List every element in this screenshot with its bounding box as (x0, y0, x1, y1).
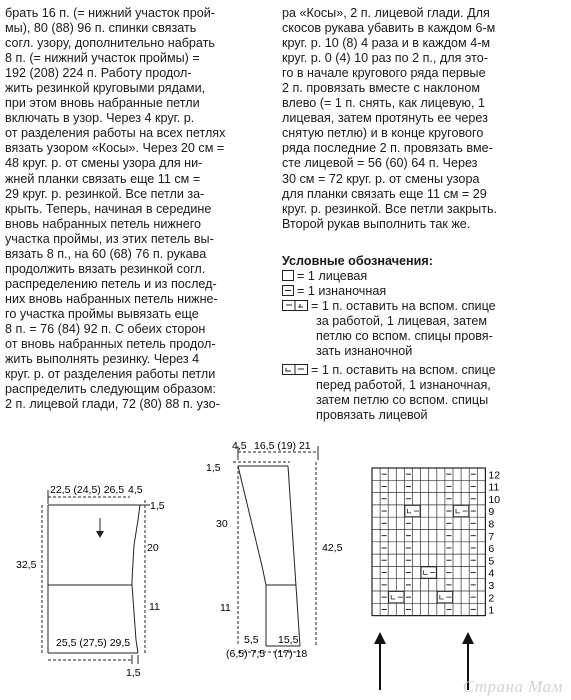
sleeve-bottom-a2: (6,5) 7,5 (226, 648, 266, 660)
legend-purl: = 1 изнаночная (282, 284, 567, 299)
body-height: 32,5 (16, 559, 37, 571)
sleeve-bottom-b2: (17) 18 (274, 648, 308, 660)
instruction-line: 8 п. (= нижний участок проймы) = (5, 51, 200, 66)
body-bottom-width: 25,5 (27,5) 29,5 (56, 637, 131, 649)
instruction-line: снятую петлю) и в конце кругового (282, 126, 484, 141)
instruction-line: Второй рукав выполнить так же. (282, 216, 471, 231)
chart-row-label: 5 (488, 555, 495, 568)
instruction-line: жить выполнять резинку. Через 4 (5, 352, 200, 367)
instruction-line: распределить следующим образом: (5, 382, 216, 397)
chart-row-label: 7 (488, 530, 495, 543)
instruction-line: влево (= 1 п. снять, как лицевую, 1 (282, 96, 485, 111)
instruction-line: круг. р. резинкой. Все петли закрыть. (282, 201, 498, 216)
instruction-line: 30 см = 72 круг. р. от смены узора (282, 171, 480, 186)
instruction-line: продолжить вязать резинкой согл. (5, 261, 206, 276)
instruction-line: ра «Косы», 2 п. лицевой глади. Для (282, 6, 490, 20)
legend-cable-back: = 1 п. оставить на вспом. спице (282, 299, 567, 314)
instruction-line: 8 п. = 76 (84) 92 п. С обеих сторон (5, 321, 206, 336)
legend-cable-back-line: за работой, 1 лицевая, затем (316, 313, 488, 328)
legend-cable-front-line: перед работой, 1 изнаночная, (316, 378, 491, 393)
instruction-line: для планки связать еще 11 см = 29 (282, 186, 487, 201)
instruction-line: участка проймы, из этих петель вы- (5, 231, 214, 246)
instruction-line: 2 п. провязать вместе с наклоном (282, 81, 481, 96)
instruction-line: при этом вновь набранные петли (5, 96, 200, 111)
chart-row-label: 11 (488, 481, 500, 494)
instruction-line: ряда последние 2 п. провязать вме- (282, 141, 493, 156)
chart-row-label: 9 (488, 506, 495, 519)
sleeve-top-width: 16,5 (19) 21 (254, 440, 311, 452)
instruction-line: 48 круг. р. от смены узора для ни- (5, 156, 203, 171)
sleeve-lower: 11 (220, 602, 231, 614)
legend-cable-front-line: затем петлю со вспом. спицы (316, 393, 489, 408)
arrow-up-icon (462, 632, 474, 644)
body-top-right: 4,5 (128, 484, 143, 496)
instruction-line: вязать узором «Косы». Через 20 см = (5, 141, 225, 156)
chart-row-label: 12 (488, 469, 501, 482)
instruction-line: скосов рукава убавить в каждом 6-м (282, 21, 496, 36)
body-right-top: 1,5 (150, 500, 165, 512)
body-bottom-right: 1,5 (126, 667, 141, 679)
instruction-line: круг. р. 10 (8) 4 раза и в каждом 4-м (282, 36, 491, 51)
legend-cable-back-line: петлю со вспом. спицы провя- (316, 328, 493, 343)
instruction-line: вновь набранных петель нижнего (5, 216, 202, 231)
body-top-width: 22,5 (24,5) 26,5 (50, 484, 125, 496)
sleeve-bottom-b: 15,5 (278, 634, 299, 646)
instruction-line: крыть. Теперь, начиная в середине (5, 201, 212, 216)
chart-row-label: 10 (488, 493, 501, 506)
sleeve-left-top: 1,5 (206, 462, 221, 474)
chart-row-label: 6 (488, 543, 495, 556)
legend-cable-front: = 1 п. оставить на вспом. спице (282, 363, 567, 378)
legend-cable-back-line: зать изнаночной (316, 343, 413, 358)
chart-row-label: 3 (488, 580, 495, 592)
chart-row-label: 1 (488, 604, 495, 617)
legend-cable-front-line: провязать лицевой (316, 408, 428, 423)
instruction-line: от разделения работы на всех петлях (5, 126, 226, 141)
instruction-line: 2 п. лицевой глади, 72 (80) 88 п. узо- (5, 397, 220, 412)
legend-knit: = 1 лицевая (282, 269, 567, 284)
instruction-line: включать в узор. Через 4 круг. р. (5, 111, 195, 126)
instruction-line: жить резинкой круговыми рядами, (5, 81, 206, 96)
arrow-up-icon (374, 632, 386, 644)
instruction-line: круг. р. от разделения работы петли (5, 367, 216, 382)
instruction-line: мы), 80 (88) 96 п. спинки связать (5, 21, 197, 36)
instruction-line: го участка проймы вывязать еще (5, 306, 199, 321)
instruction-line: согл. узору, дополнительно набрать (5, 36, 215, 51)
instruction-line: лицевая, затем протянуть ее через (282, 111, 488, 126)
instruction-line: них вновь набранных петель нижне- (5, 291, 218, 306)
instruction-line: от вновь набранных петель продол- (5, 337, 216, 352)
instruction-line: сте лицевой = 56 (60) 64 п. Через (282, 156, 478, 171)
instruction-line: распределению петель и из послед- (5, 276, 217, 291)
instruction-line: брать 16 п. (= нижний участок прой- (5, 6, 215, 20)
instruction-line: жней планки связать еще 11 см = (5, 171, 201, 186)
instruction-line: 29 круг. р. резинкой. Все петли за- (5, 186, 205, 201)
instruction-line: го в начале кругового ряда первые (282, 66, 486, 81)
chart-row-label: 8 (488, 518, 495, 531)
legend-title: Условные обозначения: (282, 253, 433, 268)
sleeve-top-left: 4,5 (232, 440, 247, 452)
instruction-line: вязать 8 п., на 60 (68) 76 п. рукава (5, 246, 207, 261)
sleeve-bottom-a: 5,5 (244, 634, 259, 646)
chart-row-label: 4 (488, 567, 495, 580)
instruction-line: 192 (208) 224 п. Работу продол- (5, 66, 192, 81)
body-upper: 20 (147, 542, 159, 554)
watermark: Страна Мам (462, 677, 563, 696)
body-lower: 11 (149, 601, 160, 613)
chart-row-label: 2 (488, 592, 495, 605)
instruction-line: круг. р. 0 (4) 10 раз по 2 п., для это- (282, 51, 488, 66)
sleeve-left-height: 30 (216, 518, 228, 530)
sleeve-right-height: 42,5 (322, 542, 343, 554)
